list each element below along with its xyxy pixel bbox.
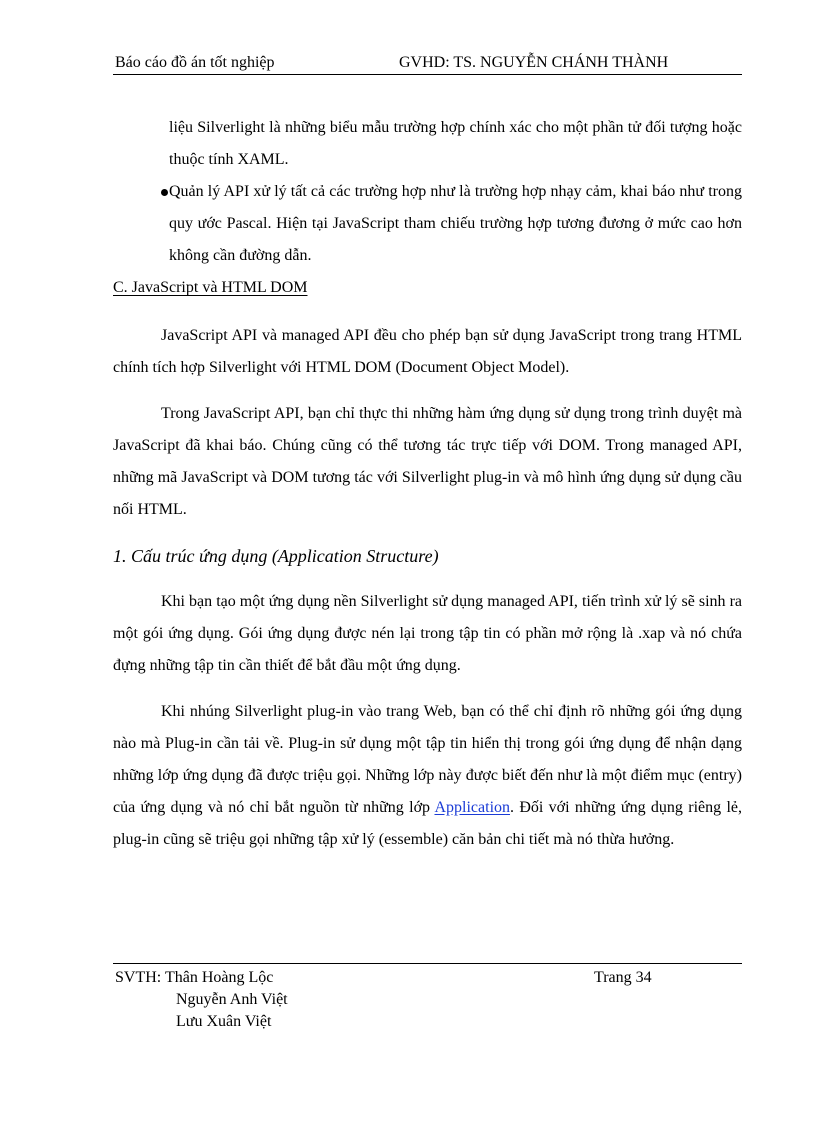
footer-author-name: Lưu Xuân Việt (176, 1013, 272, 1030)
footer-authors (115, 967, 288, 1033)
footer-page-number: Trang 34 (594, 969, 652, 986)
bullet-dot-icon (161, 189, 168, 196)
application-link[interactable]: Application (434, 799, 511, 816)
header-advisor: GVHD: TS. NGUYỄN CHÁNH THÀNH (399, 54, 669, 71)
footer-author-name: Nguyễn Anh Việt (176, 991, 288, 1008)
bullet-list (113, 176, 742, 272)
bullet-text: Quản lý API xử lý tất cả các trường hợp như là trường hợp nhạy cảm, khai báo như trong quy ước Pascal. Hiện tại JavaScript tham chiếu trường hợp tương đương ở mức cao hơn không cần đường dẫn. (169, 183, 742, 264)
footer-author-line-1 (115, 967, 288, 989)
paragraph-2-text-start: Khi nhúng Silverlight plug-in vào trang Web, bạn có thể chỉ định rõ những gói ứng dụng nào mà Plug-in cần tải về. Plug-in sử dụng một tập tin hiển thị trong gói ứng dụng để nhận dạng những lớp ứng dụng đã được triệu gọi. Những lớp này được biết đến như là một điểm mục (entry) của ứng dụng và nó chỉ bắt nguồn từ những lớp (113, 703, 742, 816)
header-report-title: Báo cáo đồ án tốt nghiệp (115, 54, 275, 71)
subsection-1-paragraph-2 (113, 696, 742, 856)
section-c-paragraph-2: Trong JavaScript API, bạn chỉ thực thi những hàm ứng dụng sử dụng trong trình duyệt mà JavaScript đã khai báo. Chúng cũng có thể tương tác trực tiếp với DOM. Trong managed API, những mã JavaScript và DOM tương tác với Silverlight plug-in và mô hình ứng dụng sử dụng cầu nối HTML. (113, 405, 742, 518)
paragraph-2-text-end: . Đối với những ứng dụng riêng lẻ, plug-in cũng sẽ triệu gọi những tập xử lý (essemble) căn bản chi tiết mà nó thừa hưởng. (113, 799, 742, 848)
intro-continuation-text: liệu Silverlight là những biểu mẫu trường hợp chính xác cho một phần tử đối tượng hoặc thuộc tính XAML. (169, 119, 742, 168)
footer-author-name: Thân Hoàng Lộc (164, 969, 274, 986)
bullet-item (113, 176, 742, 272)
section-c-heading: C. JavaScript và HTML DOM (113, 279, 308, 296)
page-body (113, 112, 742, 856)
footer-label: SVTH: (115, 969, 162, 986)
section-c-paragraph-1: JavaScript API và managed API đều cho phép bạn sử dụng JavaScript trong trang HTML chính tích hợp Silverlight với HTML DOM (Document Object Model). (113, 327, 742, 376)
page-header (113, 52, 742, 75)
subsection-1-paragraph-1: Khi bạn tạo một ứng dụng nền Silverlight sử dụng managed API, tiến trình xử lý sẽ sinh ra một gói ứng dụng. Gói ứng dụng được nén lại trong tập tin có phần mở rộng là .xap và nó chứa đựng những tập tin cần thiết để bắt đầu một ứng dụng. (113, 593, 742, 674)
subsection-1-heading: 1. Cấu trúc ứng dụng (Application Structure) (113, 546, 439, 566)
page-footer (113, 963, 742, 1030)
